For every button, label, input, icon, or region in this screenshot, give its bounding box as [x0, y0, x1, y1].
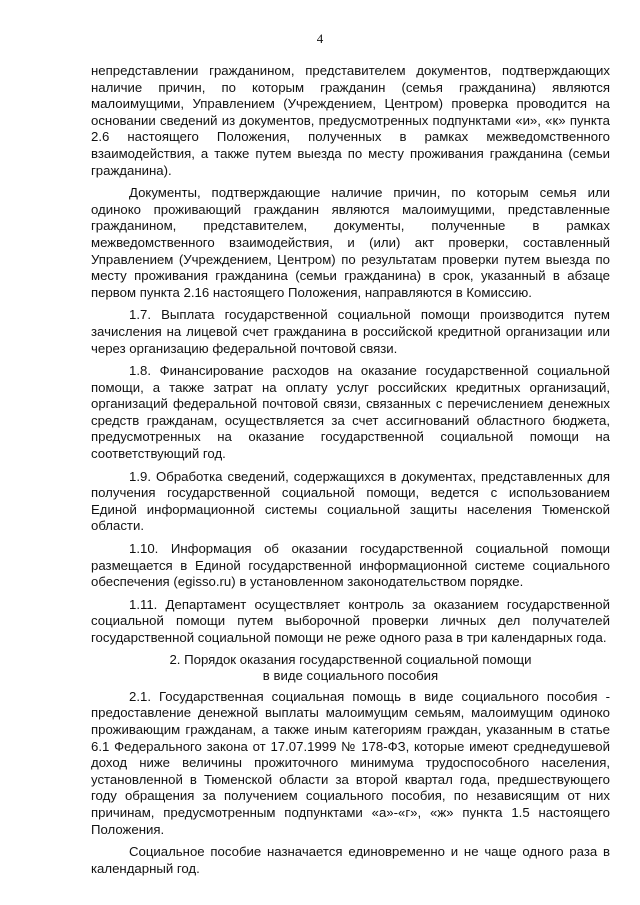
paragraph-2-1: 2.1. Государственная социальная помощь в виде социального пособия - предоставление денежной выплаты малоимущим семьям, малоимущим одиноко проживающим гражданам, а также иным категориям граждан, указанным в статье 6.1 Федерального закона от 17.07.1999 № 178-ФЗ, которые имеют среднедушевой доход ниже величины прожиточного минимума трудоспособного населения, установленной в Тюменской области за второй квартал года, предшествующего году обращения за получением социального пособия, по независящим от них причинам, предусмотренным подпунктами «а»-«г», «ж» пункта 1.5 настоящего Положения. [91, 688, 610, 837]
paragraph-1-11: 1.11. Департамент осуществляет контроль за оказанием государственной социальной помощи путем выборочной проверки личных дел получателей государственной социальной помощи не реже одного раза в три календарных года. [91, 596, 610, 645]
section-2-heading [91, 652, 610, 685]
paragraph-1-10: 1.10. Информация об оказании государственной социальной помощи размещается в Единой государственной информационной системе социального обеспечения (egisso.ru) в установленном законодательством порядке. [91, 541, 610, 590]
page-number: 4 [316, 31, 324, 46]
paragraph-documents: Документы, подтверждающие наличие причин, по которым семья или одиноко проживающий гражданин являются малоимущими, представленные гражданином, представителем, документы, полученные в рамках межведомственного взаимодействия, и (или) акт проверки, составленный Управлением (Учреждением, Центром) по результатам проверки путем выезда по месту проживания гражданина (семьи гражданина) в срок, указанный в абзаце первом пункта 2.16 настоящего Положения, направляются в Комиссию. [91, 185, 610, 300]
paragraph-continuation: непредставлении гражданином, представителем документов, подтверждающих наличие причин, по которым гражданин (семья гражданина) являются малоимущими, Управлением (Учреждением, Центром) проверка проводится на основании сведений из документов, предусмотренных подпунктами «и», «к» пункта 2.6 настоящего Положения, полученных в рамках межведомственного взаимодействия, а также путем выезда по месту проживания гражданина (семьи гражданина). [91, 63, 610, 178]
paragraph-1-9: 1.9. Обработка сведений, содержащихся в документах, представленных для получения государственной социальной помощи, ведется с использованием Единой информационной системы социальной защиты населения Тюменской области. [91, 468, 610, 534]
section-2-heading-line2: в виде социального пособия [262, 668, 439, 684]
document-body [91, 63, 610, 877]
paragraph-1-7: 1.7. Выплата государственной социальной помощи производится путем зачисления на лицевой счет гражданина в российской кредитной организации или через организацию федеральной почтовой связи. [91, 307, 610, 356]
paragraph-benefit-frequency: Социальное пособие назначается единовременно и не чаще одного раза в календарный год. [91, 844, 610, 876]
section-2-heading-line1: 2. Порядок оказания государственной социальной помощи [169, 651, 532, 667]
paragraph-1-8: 1.8. Финансирование расходов на оказание государственной социальной помощи, а также затрат на оплату услуг российских кредитных организаций, организаций федеральной почтовой связи, связанных с перечислением денежных средств гражданам, осуществляется за счет ассигнований областного бюджета, предусмотренных на оказание государственной социальной помощи на соответствующий год. [91, 363, 610, 462]
